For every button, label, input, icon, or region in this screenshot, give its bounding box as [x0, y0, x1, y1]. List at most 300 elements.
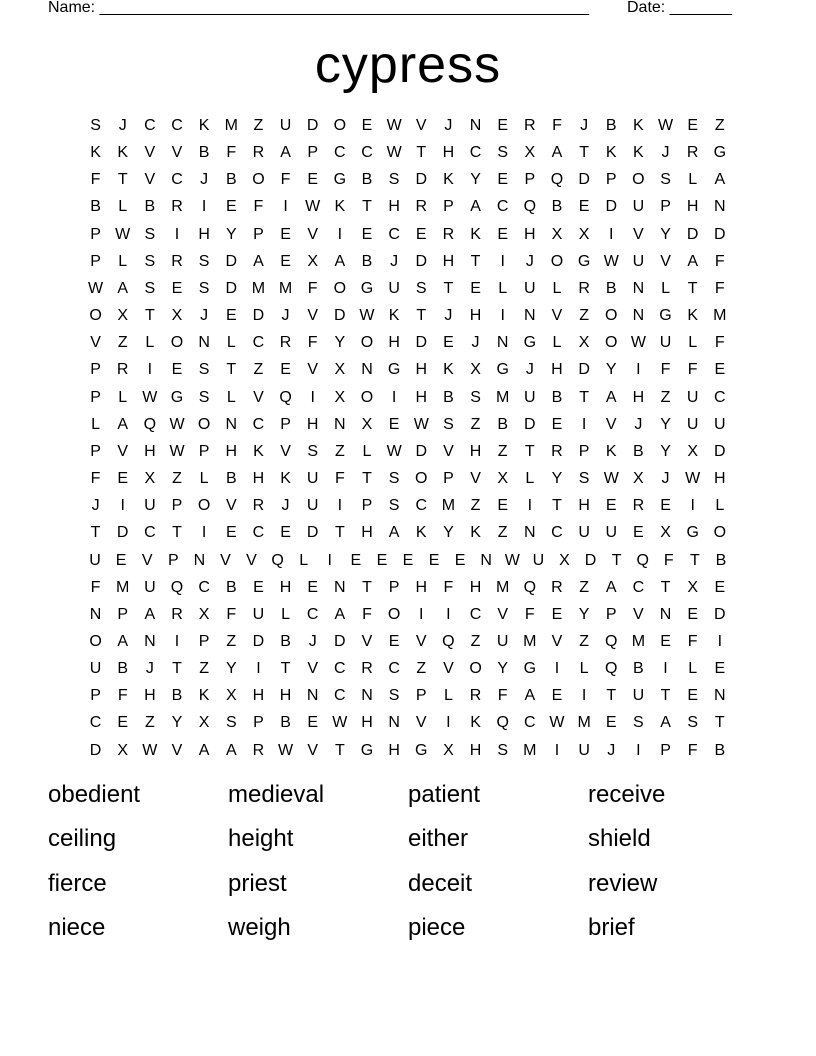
grid-letter: E — [307, 171, 319, 189]
grid-letter: T — [172, 660, 182, 678]
grid-row — [82, 465, 734, 492]
grid-letter: N — [714, 198, 726, 216]
grid-letter: I — [446, 714, 451, 732]
grid-letter: R — [252, 497, 265, 515]
grid-letter: Y — [497, 660, 509, 678]
grid-letter: K — [633, 144, 644, 162]
grid-letter: F — [443, 578, 454, 596]
grid-letter: P — [117, 605, 129, 623]
grid-letter: V — [141, 551, 153, 569]
grid-letter: W — [549, 714, 565, 732]
grid-letter: H — [686, 198, 699, 216]
grid-letter: V — [660, 252, 671, 270]
grid-letter: H — [252, 687, 265, 705]
grid-letter: D — [524, 415, 536, 433]
grid-letter: X — [144, 470, 156, 488]
grid-letter: I — [609, 225, 614, 243]
grid-letter: Z — [253, 117, 264, 134]
word-list-row — [48, 910, 768, 954]
grid-letter: E — [687, 605, 698, 623]
grid-letter: D — [714, 225, 726, 243]
grid-letter: T — [443, 279, 454, 297]
grid-letter: S — [687, 714, 698, 732]
grid-letter: H — [198, 225, 210, 243]
grid-letter: S — [388, 171, 400, 189]
grid-letter: U — [496, 632, 509, 650]
grid-letter: P — [90, 252, 101, 270]
grid-letter: O — [469, 660, 482, 678]
grid-letter: J — [91, 497, 100, 515]
grid-row — [82, 682, 734, 709]
grid-row — [82, 221, 734, 248]
grid-letter: L — [552, 279, 562, 297]
grid-letter: C — [361, 144, 373, 162]
grid-letter: P — [605, 171, 617, 189]
grid-letter: H — [361, 524, 373, 542]
grid-letter: H — [279, 687, 292, 705]
grid-letter: V — [117, 442, 129, 460]
grid-letter: I — [500, 252, 505, 270]
word-list-item: review — [588, 869, 658, 897]
grid-letter: F — [687, 741, 698, 759]
grid-letter: J — [281, 307, 290, 325]
grid-letter: H — [415, 361, 428, 379]
grid-letter: X — [578, 225, 590, 243]
grid-letter: A — [198, 741, 210, 759]
grid-letter: J — [661, 470, 670, 488]
grid-letter: V — [415, 714, 427, 732]
grid-letter: I — [147, 361, 153, 379]
grid-letter: A — [334, 252, 346, 270]
grid-letter: D — [714, 605, 726, 623]
grid-letter: V — [307, 741, 319, 759]
grid-letter: W — [142, 741, 158, 759]
grid-letter: G — [333, 171, 347, 189]
grid-letter: K — [253, 442, 264, 460]
grid-letter: X — [687, 578, 698, 596]
grid-letter: U — [306, 470, 319, 488]
grid-letter: L — [226, 334, 236, 352]
grid-letter: P — [578, 442, 590, 460]
word-list-item: priest — [228, 869, 287, 897]
grid-letter: K — [280, 470, 291, 488]
grid-row — [82, 737, 734, 764]
grid-letter: G — [523, 660, 537, 678]
grid-letter: W — [359, 307, 375, 325]
grid-letter: Q — [523, 198, 537, 216]
grid-letter: G — [170, 388, 184, 406]
grid-letter: C — [388, 225, 400, 243]
grid-letter: E — [115, 551, 127, 569]
grid-letter: U — [524, 388, 536, 406]
grid-letter: K — [443, 361, 454, 379]
grid-letter: G — [523, 334, 537, 352]
grid-letter: L — [118, 198, 128, 216]
grid-letter: E — [454, 551, 466, 569]
grid-letter: Z — [470, 632, 481, 650]
grid-letter: Q — [605, 632, 618, 650]
grid-letter: F — [334, 470, 345, 488]
grid-letter: D — [306, 117, 319, 134]
grid-letter: T — [714, 714, 725, 732]
grid-letter: U — [632, 252, 645, 270]
grid-letter: P — [171, 497, 183, 515]
grid-letter: K — [198, 687, 210, 705]
grid-letter: T — [470, 252, 481, 270]
grid-letter: R — [252, 144, 265, 162]
grid-letter: S — [144, 225, 156, 243]
grid-letter: N — [714, 687, 726, 705]
grid-letter: E — [714, 361, 726, 379]
word-list-row — [48, 821, 768, 865]
name-field-label: Name: _______________________________________________________ — [48, 0, 589, 16]
grid-letter: X — [334, 388, 346, 406]
grid-letter: Z — [416, 660, 427, 678]
grid-letter: A — [687, 252, 698, 270]
grid-letter: L — [91, 415, 101, 433]
grid-letter: L — [552, 334, 562, 352]
grid-letter: N — [193, 551, 206, 569]
grid-letter: U — [714, 415, 726, 433]
grid-letter: J — [634, 415, 643, 433]
grid-letter: S — [633, 714, 644, 732]
grid-letter: W — [657, 117, 674, 134]
grid-letter: F — [687, 632, 698, 650]
grid-letter: K — [633, 117, 644, 134]
grid-letter: Q — [170, 578, 184, 596]
grid-letter: L — [688, 660, 698, 678]
grid-letter: F — [90, 578, 101, 596]
grid-letter: L — [362, 442, 372, 460]
grid-letter: P — [253, 714, 264, 732]
grid-letter: C — [469, 144, 482, 162]
grid-letter: F — [90, 171, 101, 189]
grid-letter: U — [252, 605, 265, 623]
grid-letter: T — [687, 279, 698, 297]
grid-letter: L — [226, 388, 236, 406]
grid-letter: P — [90, 225, 101, 243]
grid-letter: E — [551, 687, 563, 705]
grid-letter: T — [606, 687, 617, 705]
grid-letter: F — [714, 279, 725, 297]
grid-letter: K — [605, 442, 617, 460]
grid-row — [82, 139, 734, 166]
grid-letter: Z — [172, 470, 182, 488]
word-list-row — [48, 777, 768, 821]
grid-letter: Z — [497, 524, 508, 542]
grid-letter: F — [253, 198, 264, 216]
grid-letter: E — [280, 252, 291, 270]
grid-letter: W — [115, 225, 131, 243]
grid-letter: I — [337, 497, 343, 515]
grid-letter: M — [713, 307, 727, 325]
grid-letter: C — [252, 334, 265, 352]
grid-letter: O — [197, 415, 211, 433]
grid-letter: P — [443, 198, 454, 216]
grid-row — [82, 112, 734, 139]
grid-letter: G — [686, 524, 699, 542]
grid-letter: E — [225, 307, 237, 325]
date-field-label: Date: _______ — [627, 0, 732, 16]
grid-letter: P — [90, 361, 101, 379]
grid-letter: P — [90, 388, 101, 406]
grid-letter: I — [717, 632, 723, 650]
grid-letter: E — [415, 225, 427, 243]
grid-letter: N — [89, 605, 102, 623]
grid-letter: R — [116, 361, 129, 379]
grid-letter: X — [307, 252, 319, 270]
grid-letter: T — [117, 171, 128, 189]
grid-letter: V — [171, 741, 183, 759]
grid-letter: Y — [443, 524, 454, 542]
grid-letter: K — [470, 714, 481, 732]
grid-letter: V — [144, 144, 156, 162]
grid-letter: W — [386, 442, 402, 460]
grid-letter: B — [225, 578, 237, 596]
grid-row — [82, 601, 734, 628]
word-list-item: piece — [408, 913, 466, 941]
grid-letter: A — [388, 524, 400, 542]
grid-letter: N — [659, 605, 672, 623]
grid-letter: U — [578, 741, 590, 759]
grid-letter: V — [633, 225, 644, 243]
grid-letter: W — [413, 415, 429, 433]
grid-letter: E — [402, 551, 414, 569]
grid-letter: V — [415, 632, 427, 650]
grid-letter: V — [551, 307, 563, 325]
grid-letter: A — [280, 144, 291, 162]
grid-letter: T — [660, 687, 671, 705]
grid-letter: Z — [660, 388, 671, 406]
grid-letter: I — [500, 307, 505, 325]
word-list — [48, 777, 768, 954]
grid-letter: B — [280, 714, 291, 732]
grid-letter: L — [281, 605, 290, 623]
grid-letter: I — [310, 388, 315, 406]
grid-letter: A — [225, 741, 237, 759]
grid-letter: H — [388, 741, 400, 759]
grid-letter: P — [361, 497, 373, 515]
grid-letter: N — [361, 687, 373, 705]
word-list-item: niece — [48, 913, 106, 941]
grid-letter: V — [361, 632, 373, 650]
grid-letter: S — [578, 470, 590, 488]
grid-letter: B — [551, 388, 563, 406]
grid-letter: Q — [496, 714, 509, 732]
grid-letter: J — [525, 252, 534, 270]
grid-letter: S — [388, 497, 400, 515]
grid-letter: H — [714, 470, 726, 488]
grid-letter: C — [714, 388, 726, 406]
grid-letter: L — [525, 470, 535, 488]
grid-letter: M — [224, 117, 238, 134]
grid-letter: C — [469, 605, 482, 623]
grid-letter: E — [280, 225, 291, 243]
grid-letter: X — [361, 415, 373, 433]
grid-letter: O — [632, 171, 645, 189]
grid-letter: H — [144, 442, 156, 460]
grid-letter: F — [307, 334, 318, 352]
grid-letter: E — [660, 497, 671, 515]
grid-letter: P — [524, 171, 536, 189]
grid-letter: Y — [551, 470, 563, 488]
grid-letter: V — [307, 225, 319, 243]
grid-letter: I — [636, 741, 641, 759]
grid-letter: G — [496, 361, 509, 379]
grid-letter: J — [661, 144, 670, 162]
grid-letter: C — [171, 117, 183, 134]
grid-letter: S — [90, 117, 101, 134]
grid-letter: F — [497, 687, 508, 705]
grid-letter: D — [225, 252, 238, 270]
grid-letter: S — [144, 252, 156, 270]
grid-letter: W — [386, 117, 402, 134]
grid-letter: E — [551, 415, 563, 433]
grid-letter: N — [524, 524, 536, 542]
grid-letter: S — [144, 279, 156, 297]
grid-letter: T — [334, 524, 345, 542]
word-search-grid — [82, 112, 734, 764]
word-list-item: obedient — [48, 781, 141, 808]
grid-letter: R — [469, 687, 482, 705]
grid-letter: H — [144, 687, 156, 705]
grid-letter: F — [524, 605, 535, 623]
word-list-item: brief — [588, 913, 635, 941]
grid-letter: P — [90, 442, 101, 460]
grid-letter: T — [280, 660, 291, 678]
grid-letter: E — [497, 171, 509, 189]
grid-letter: D — [252, 307, 265, 325]
word-list-item: height — [228, 825, 294, 853]
grid-letter: J — [580, 117, 589, 134]
grid-row — [82, 166, 734, 193]
grid-letter: K — [470, 225, 481, 243]
grid-letter: E — [633, 524, 644, 542]
grid-letter: E — [470, 279, 481, 297]
grid-letter: H — [306, 415, 319, 433]
grid-letter: U — [659, 334, 672, 352]
grid-letter: V — [497, 605, 509, 623]
grid-letter: I — [337, 225, 343, 243]
grid-letter: O — [89, 307, 102, 325]
grid-letter: L — [145, 334, 155, 352]
grid-letter: D — [334, 632, 346, 650]
grid-letter: E — [253, 578, 264, 596]
grid-letter: K — [90, 144, 101, 162]
grid-letter: F — [687, 361, 698, 379]
grid-letter: S — [497, 144, 509, 162]
grid-letter: D — [89, 741, 102, 759]
grid-letter: Q — [523, 578, 537, 596]
grid-letter: I — [174, 632, 180, 650]
grid-letter: Y — [171, 714, 183, 732]
grid-letter: R — [442, 225, 455, 243]
grid-letter: B — [551, 198, 563, 216]
grid-letter: U — [144, 497, 156, 515]
grid-letter: X — [633, 470, 644, 488]
grid-letter: M — [496, 388, 510, 406]
grid-letter: Z — [334, 442, 345, 460]
grid-letter: I — [256, 660, 261, 678]
grid-letter: X — [660, 524, 671, 542]
grid-letter: T — [226, 361, 237, 379]
grid-letter: L — [199, 470, 209, 488]
grid-letter: E — [117, 470, 129, 488]
grid-letter: Y — [225, 225, 237, 243]
grid-letter: E — [687, 687, 698, 705]
grid-letter: E — [443, 334, 454, 352]
grid-letter: N — [388, 714, 400, 732]
grid-letter: D — [334, 307, 346, 325]
grid-letter: R — [551, 578, 563, 596]
grid-letter: V — [307, 660, 319, 678]
grid-letter: J — [200, 307, 209, 325]
grid-letter: U — [686, 415, 699, 433]
grid-letter: R — [551, 442, 563, 460]
grid-letter: P — [415, 687, 427, 705]
grid-letter: I — [283, 198, 288, 216]
grid-letter: U — [686, 388, 699, 406]
grid-letter: U — [89, 660, 102, 678]
grid-letter: B — [117, 660, 129, 678]
word-list-item: receive — [588, 781, 666, 808]
grid-letter: S — [443, 415, 454, 433]
grid-letter: N — [225, 415, 238, 433]
grid-row — [82, 574, 734, 601]
grid-letter: B — [605, 279, 617, 297]
grid-letter: C — [496, 198, 509, 216]
grid-letter: D — [306, 524, 319, 542]
grid-letter: W — [603, 470, 619, 488]
grid-letter: S — [198, 279, 210, 297]
grid-letter: H — [279, 578, 292, 596]
grid-letter: U — [306, 497, 319, 515]
grid-letter: I — [201, 524, 207, 542]
header — [48, 0, 748, 20]
grid-letter: R — [361, 660, 373, 678]
grid-row — [82, 356, 734, 383]
grid-letter: W — [88, 279, 104, 297]
grid-letter: L — [498, 279, 508, 297]
grid-letter: P — [307, 144, 319, 162]
grid-letter: O — [415, 470, 428, 488]
grid-letter: I — [554, 660, 560, 678]
grid-letter: R — [578, 279, 590, 297]
grid-letter: T — [579, 144, 589, 162]
grid-letter: D — [252, 632, 265, 650]
word-list-item: either — [408, 825, 469, 853]
grid-letter: D — [578, 171, 590, 189]
grid-letter: H — [415, 388, 428, 406]
grid-letter: J — [471, 334, 480, 352]
grid-letter: H — [415, 578, 428, 596]
grid-letter: A — [334, 605, 346, 623]
word-list-row — [48, 866, 768, 910]
grid-letter: X — [578, 334, 590, 352]
grid-letter: B — [715, 551, 727, 569]
grid-letter: U — [632, 198, 645, 216]
grid-letter: P — [90, 687, 101, 705]
grid-letter: W — [278, 741, 294, 759]
grid-letter: F — [90, 470, 101, 488]
grid-letter: E — [361, 117, 373, 134]
grid-letter: M — [577, 714, 591, 732]
grid-letter: E — [307, 714, 319, 732]
grid-letter: X — [225, 687, 237, 705]
grid-letter: Y — [225, 660, 237, 678]
grid-letter: R — [686, 144, 699, 162]
grid-letter: V — [443, 660, 454, 678]
